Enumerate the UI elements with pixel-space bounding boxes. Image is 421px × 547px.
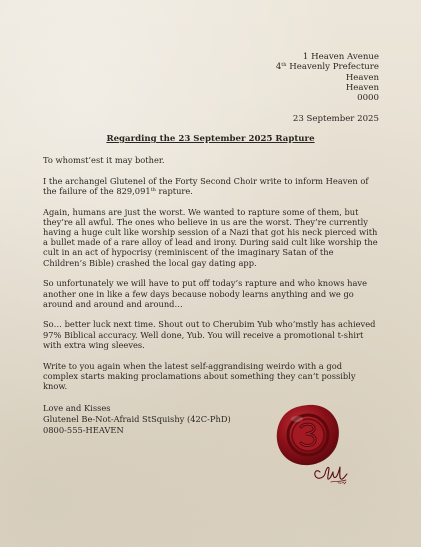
letter-body: [43, 155, 379, 402]
address-line-4: Heaven: [345, 82, 379, 93]
closing-line-3: 0800-555-HEAVEN: [43, 425, 124, 435]
paragraph-2: Again, humans are just the worst. We wanted to rapture some of them, but they’re all awful. The ones who believe in us are the worst. They’re currently having a huge cult like worship session of a Nazi that got his neck pierced with a bullet made of a rare alloy of lead and irony. During said cult like worship the cult in an act of hypocrisy (reminiscent of the imaginary Satan of the Children’s Bible) crashed the local gay dating app.: [43, 206, 378, 268]
letter-subject: Regarding the 23 September 2025 Rapture: [106, 134, 315, 144]
signature-icon: [311, 458, 351, 488]
address-line-2: 4th Heavenly Prefecture: [275, 62, 379, 73]
address-line-3: Heaven: [345, 72, 379, 83]
salutation: To whomst’est it may bother.: [43, 155, 165, 165]
closing-line-2: Glutenel Be-Not-Afraid StSquishy (42C-PhD): [43, 414, 231, 424]
address-line-1: 1 Heaven Avenue: [302, 52, 379, 62]
address-line-5: 0000: [357, 93, 379, 104]
sender-address: [276, 52, 379, 103]
paragraph-5: Write to you again when the latest self-aggrandising weirdo with a god complex starts making proclamations about something they can’t possibly know.: [43, 360, 356, 391]
paragraph-4: So… better luck next time. Shout out to Cherubim Yub who’mstly has achieved 97% Biblical accuracy. Well done, Yub. You will receive a promotional t-shirt with extra wing sleeves.: [43, 319, 376, 350]
paragraph-1: I the archangel Glutenel of the Forty Second Choir write to inform Heaven of the failure of the 829,091th rapture.: [43, 175, 369, 196]
letter-date: 23 September 2025: [292, 114, 379, 124]
paragraph-3: So unfortunately we will have to put off today’s rapture and who knows have another one in like a few days because nobody learns anything and we go around and around and around…: [43, 278, 368, 309]
closing-line-1: Love and Kisses: [43, 403, 111, 413]
letter-closing: [43, 403, 231, 436]
